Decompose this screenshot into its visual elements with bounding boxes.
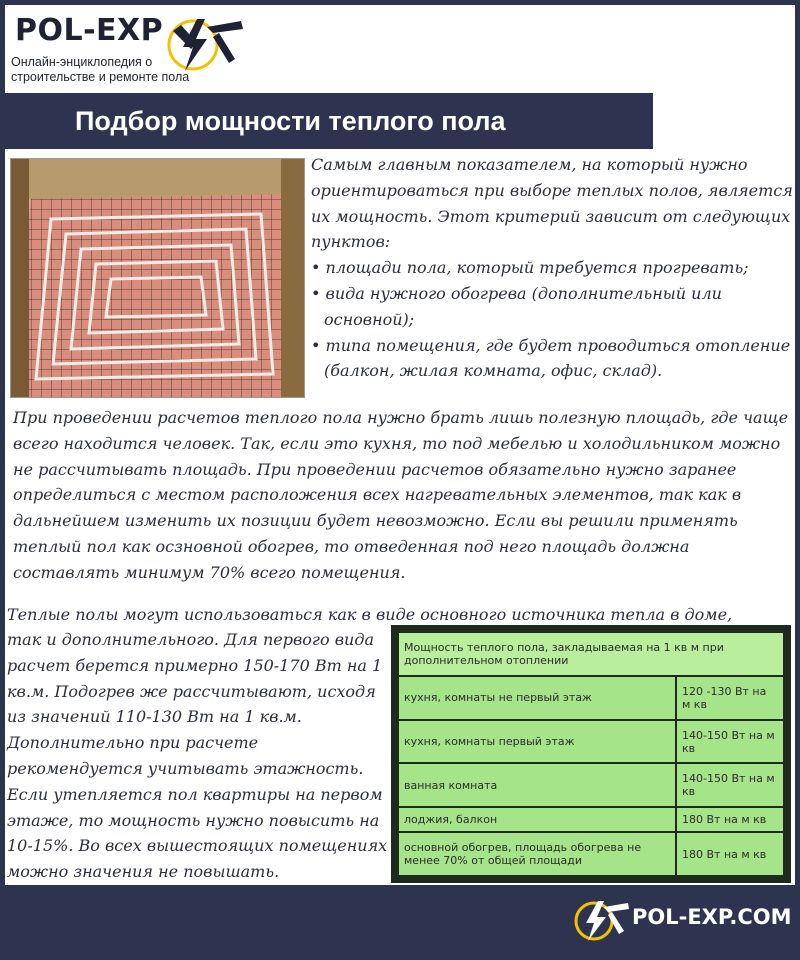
criteria-item: • вида нужного обогрева (дополнительный или основной); [311,281,796,333]
criteria-item: • типа помещения, где будет проводиться отопление (балкон, жилая комната, офис, склад). [311,333,796,385]
room-cell: основной обогрев, площадь обогрева не менее 70% от общей площади [398,832,676,876]
table-header-row [398,632,784,676]
table-row [398,676,784,720]
intro-block [311,152,796,384]
table-row [398,832,784,876]
footer-domain-link[interactable]: POL-EXP.COM [632,905,792,929]
room-cell: ванная комната [398,763,676,807]
room-cell: лоджия, балкон [398,807,676,832]
criteria-item: • площади пола, который требуется прогревать; [311,255,796,281]
power-cell: 140-150 Вт на м кв [676,720,784,764]
content-panel [5,5,795,885]
table-row [398,807,784,832]
power-cell: 180 Вт на м кв [676,807,784,832]
criteria-list [311,255,796,384]
logo-tagline: Онлайн-энциклопедия о строительстве и ремонте пола [11,55,190,84]
table-row [398,763,784,807]
site-logo[interactable] [5,5,260,98]
power-cell: 140-150 Вт на м кв [676,763,784,807]
intro-text: Самым главным показателем, на который нужно ориентироваться при выборе теплых полов, является их мощность. Этот критерий зависит от следующих пунктов: [311,155,793,252]
room-cell: кухня, комнаты не первый этаж [398,676,676,720]
power-cell: 180 Вт на м кв [676,832,784,876]
room-cell: кухня, комнаты первый этаж [398,720,676,764]
floor-heating-photo [10,158,305,398]
table-row [398,720,784,764]
heating-types-first-line: Теплые полы могут использоваться как в виде основного источника тепла в доме, [7,605,733,624]
power-table [391,625,791,883]
calculation-paragraph: При проведении расчетов теплого пола нужно брать лишь полезную площадь, где чаще всего находится человек. Так, если это кухня, то под мебелью и холодильником можно не рассчитывать площадь. При проведении расчетов обязательно нужно заранее определиться с местом расположения всех нагревательных элементов, так как в дальнейшем изменить их позиции будет невозможно. Если вы решили применять теплый пол как осзновной обогрев, то отведенная под него площадь должна составлять минимум 70% всего помещения. [13,408,789,582]
footer-logo-icon [572,895,632,945]
power-cell: 120 -130 Вт на м кв [676,676,784,720]
heating-types-paragraph: так и дополнительного. Для первого вида расчет берется примерно 150-170 Вт на 1 кв.м. Подогрев же рассчитывают, исходя из значений 110-130 Вт на 1 кв.м. Дополнительно при расчете рекомендуется учитывать этажность. Если утепляется пол квартиры на первом этаже, то мощность нужно повысить на 10-15%. Во всех вышестоящих помещениях можно значения не повышать. [7,630,388,882]
page-title: Подбор мощности теплого пола [5,93,653,149]
logo-name: POL-EXP [15,13,164,48]
table-header: Мощность теплого пола, закладываемая на 1 кв м при дополнительном отоплении [398,632,784,676]
